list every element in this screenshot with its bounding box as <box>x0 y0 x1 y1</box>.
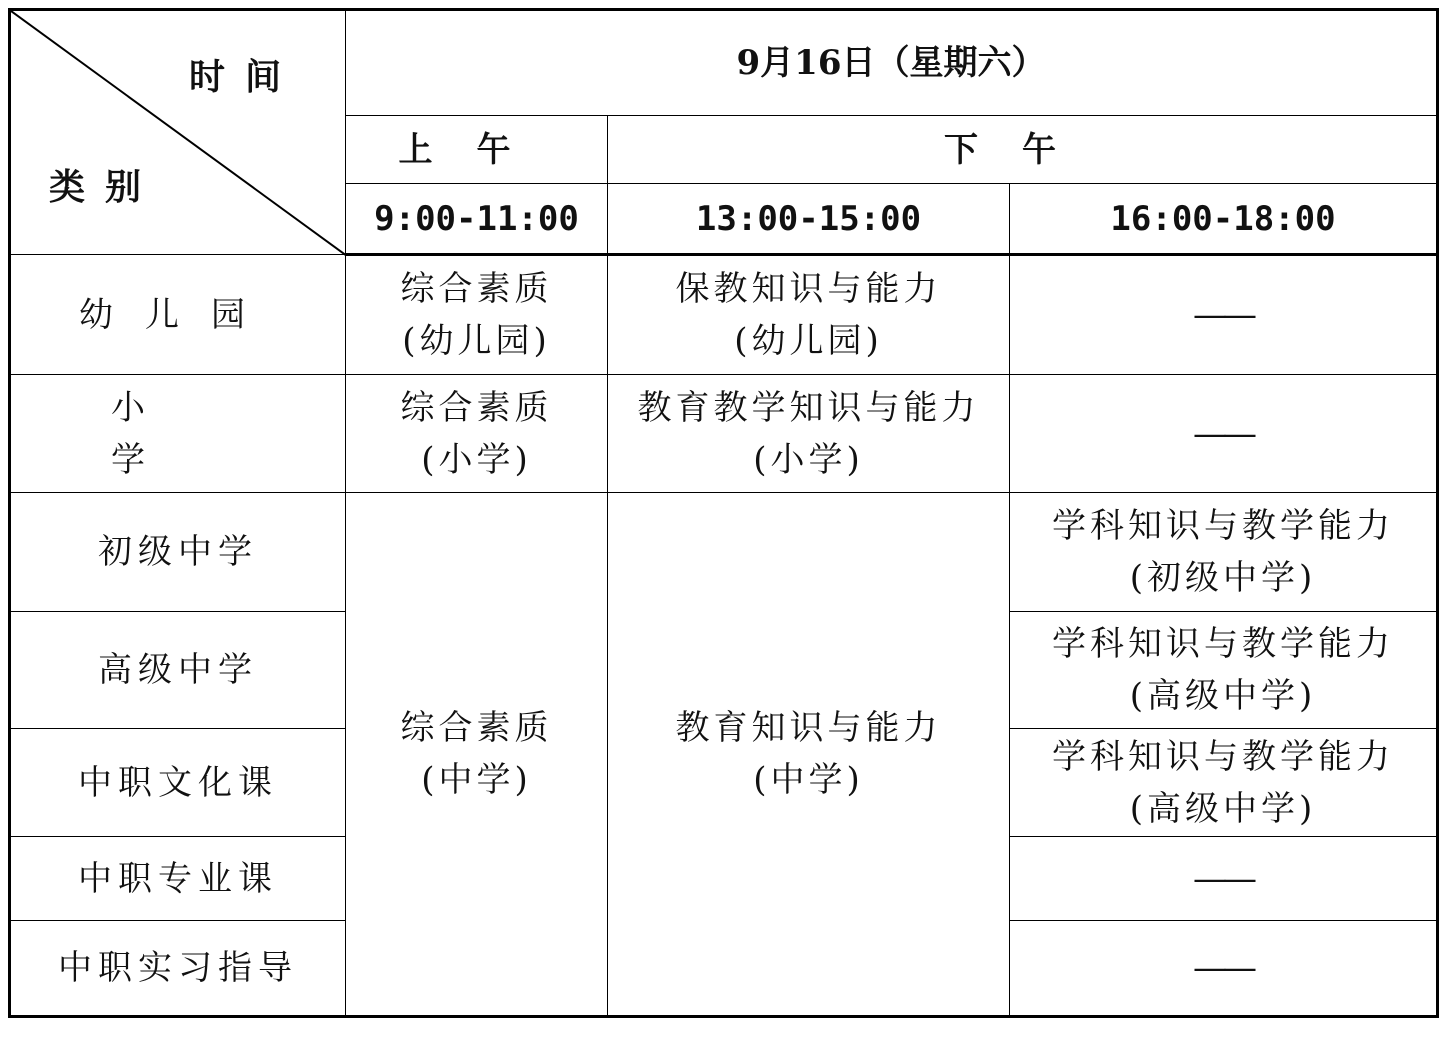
category-junior-high: 初级中学 <box>10 493 346 612</box>
category-kindergarten: 幼儿园 <box>10 255 346 375</box>
category-label: 类别 <box>49 166 162 208</box>
cell-pm2-vocational-professional: —— <box>1010 837 1438 921</box>
category-vocational-professional: 中职专业课 <box>10 837 346 921</box>
schedule-table <box>8 8 1439 1018</box>
time-slot-2: 13:00-15:00 <box>608 184 1010 255</box>
exam-date: 9月16日（星期六） <box>346 10 1438 116</box>
subject-level: (高级中学) <box>1129 676 1317 716</box>
time-slot-3: 16:00-18:00 <box>1010 184 1438 255</box>
cell-pm1-primary <box>608 375 1010 493</box>
subject-level: (高级中学) <box>1129 788 1317 829</box>
cell-pm2-junior-high <box>1010 493 1438 612</box>
subject-name: 学科知识与教学能力 <box>1052 624 1394 664</box>
subject-level: (幼儿园) <box>734 321 883 361</box>
table-row-primary <box>10 375 1438 493</box>
category-vocational-practice: 中职实习指导 <box>10 921 346 1017</box>
cell-am-secondary <box>346 493 608 1017</box>
header-row-date <box>10 10 1438 116</box>
subject-level: (初级中学) <box>1129 558 1317 598</box>
category-senior-high: 高级中学 <box>10 612 346 729</box>
subject-name: 综合素质 <box>400 708 553 748</box>
diagonal-divider <box>11 11 347 256</box>
time-label: 时间 <box>188 56 301 98</box>
cell-pm2-vocational-culture <box>1010 729 1438 837</box>
cell-pm2-senior-high <box>1010 612 1438 729</box>
subject-name: 学科知识与教学能力 <box>1052 736 1394 777</box>
corner-cell <box>10 10 346 255</box>
cell-am-primary <box>346 375 608 493</box>
cell-pm1-kindergarten <box>608 255 1010 375</box>
subject-name: 综合素质 <box>400 269 553 309</box>
exam-schedule <box>8 8 1439 1018</box>
morning-header: 上午 <box>346 116 608 184</box>
table-row-junior-high <box>10 493 1438 612</box>
subject-name: 教育知识与能力 <box>675 708 942 748</box>
subject-name: 教育教学知识与能力 <box>637 387 980 428</box>
subject-level: (小学) <box>421 439 532 480</box>
afternoon-header: 下午 <box>608 116 1438 184</box>
subject-name: 保教知识与能力 <box>675 269 942 309</box>
subject-level: (小学) <box>753 439 864 480</box>
time-slot-1: 9:00-11:00 <box>346 184 608 255</box>
subject-level: (幼儿园) <box>402 321 551 361</box>
cell-am-kindergarten <box>346 255 608 375</box>
subject-level: (中学) <box>421 760 532 800</box>
cell-pm1-secondary <box>608 493 1010 1017</box>
category-primary: 小 学 <box>10 375 346 493</box>
cell-pm2-vocational-practice: —— <box>1010 921 1438 1017</box>
subject-level: (中学) <box>753 760 864 800</box>
subject-name: 综合素质 <box>400 387 553 428</box>
cell-pm2-primary: —— <box>1010 375 1438 493</box>
category-vocational-culture: 中职文化课 <box>10 729 346 837</box>
cell-pm2-kindergarten: —— <box>1010 255 1438 375</box>
subject-name: 学科知识与教学能力 <box>1052 506 1394 546</box>
table-row-kindergarten <box>10 255 1438 375</box>
